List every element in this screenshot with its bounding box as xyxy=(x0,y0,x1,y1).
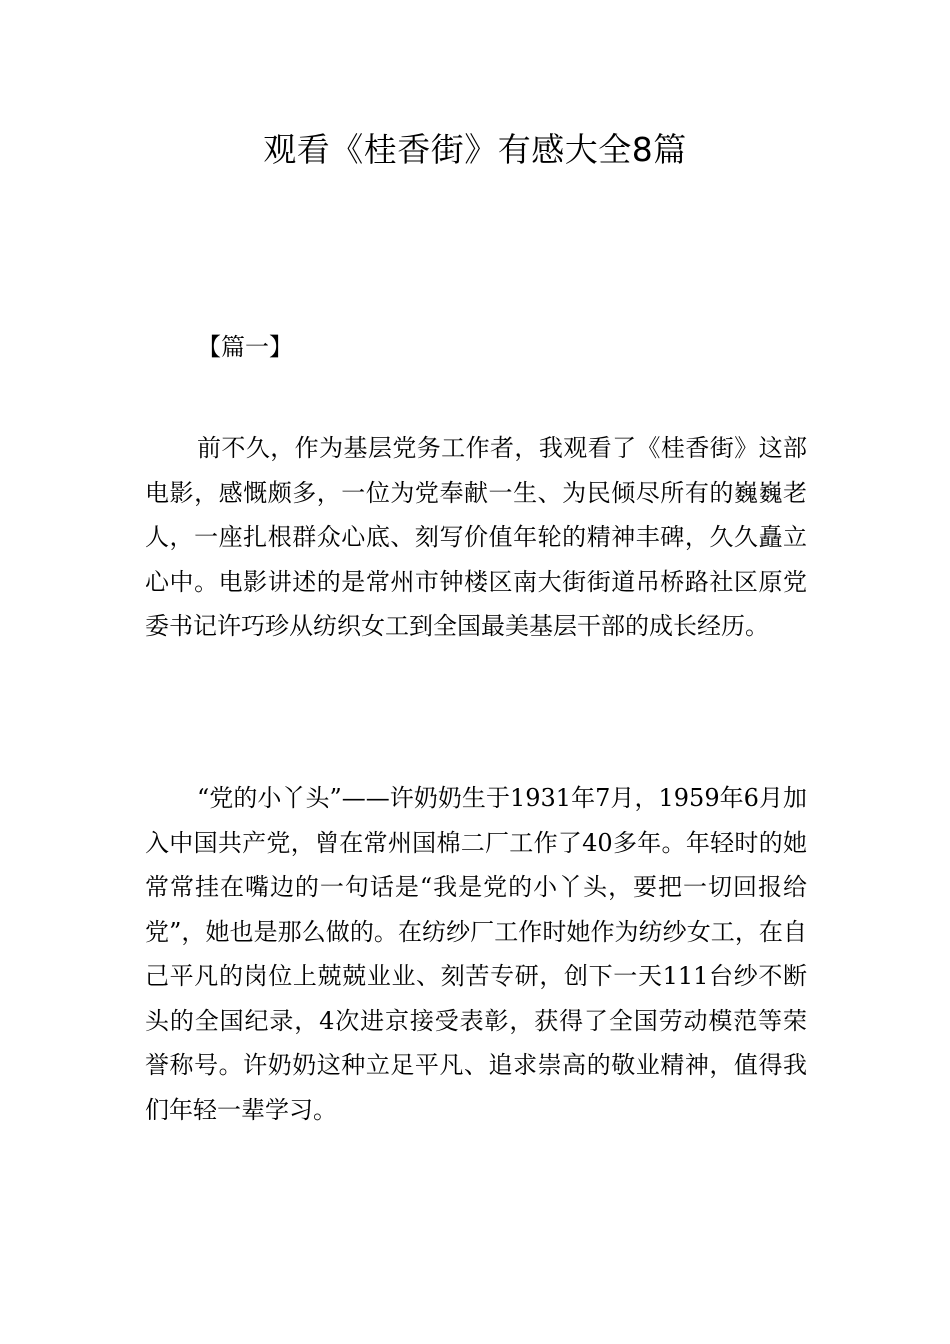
document-title: 观看《桂香街》有感大全8篇 xyxy=(263,130,687,169)
body-paragraph-2: “党的小丫头”——许奶奶生于1931年7月，1959年6月加入中国共产党，曾在常州国棉二厂工作了40多年。年轻时的她常常挂在嘴边的一句话是“我是党的小丫头，要把一切回报给党”，她也是那么做的。在纺纱厂工作时她作为纺纱女工，在自己平凡的岗位上兢兢业业、刻苦专研，创下一天111台纱不断头的全国纪录，4次进京接受表彰，获得了全国劳动模范等荣誉称号。许奶奶这种立足平凡、追求崇高的敬业精神，值得我们年轻一辈学习。 xyxy=(145,784,807,1124)
section-heading: 【篇一】 xyxy=(197,333,293,361)
body-paragraph-1: 前不久，作为基层党务工作者，我观看了《桂香街》这部电影，感慨颇多，一位为党奉献一生、为民倾尽所有的巍巍老人，一座扎根群众心底、刻写价值年轮的精神丰碑，久久矗立心中。电影讲述的是常州市钟楼区南大街街道吊桥路社区原党委书记许巧珍从纺织女工到全国最美基层干部的成长经历。 xyxy=(145,434,807,640)
